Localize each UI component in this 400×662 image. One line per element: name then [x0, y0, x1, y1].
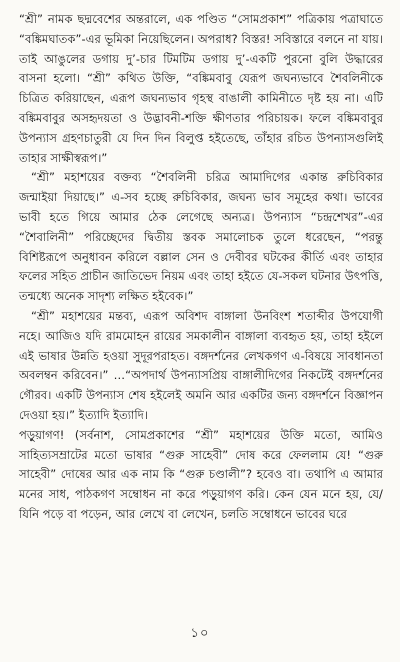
- paragraph: “শ্রী” নামক ছদ্মবেশের অন্তরালে, এক পণ্ডিত “সোমপ্রকাশ” পত্রিকায় পত্রাঘাতে “বঙ্কিমঘাতক”-এর ভূমিকা নিয়েছিলেন। অপরাধ? বিস্তর! সবিস্তারে বলনে না যায়। তাই আঙুলের ডগায় দু’-চার টিমটিম ডগায় দু’-একটি পুরনো বুলি উদ্ধারের বাসনা হলো। “শ্রী” কথিত উক্তি, “বঙ্কিমবাবু যেরূপ জঘন্যভাবে শৈবলিনীকে চিত্রিত করিয়াছেন, এরূপ জঘন্যভাব গৃহস্থ বাঙালী কামিনীতে দৃষ্ট হয় না। এটি বঙ্কিমবাবুর অসহৃদয়তা ও উদ্ভাবনী-শক্তি ক্ষীণতার পরিচায়ক। ফলে বঙ্কিমবাবুর উপন্যাস গ্রহণচাতুরী যে দিন দিন বিলুপ্ত হইতেছে, তাঁহার রচিত উপন্যাসগুলিই তাহার সাক্ষীস্বরূপ।”: [19, 12, 383, 165]
- paragraph: “শ্রী” মহাশয়ের মন্তব্য, এরূপ অবিশদ বাঙ্গালা উনবিংশ শতাব্দীর উপযোগী নহে। আজিও যদি রামমোহন রায়ের সমকালীন বাঙ্গালা ব্যবহৃত হয়, তাহা হইলে এই ভাষার উন্নতি হওয়া সুদূরপরাহত। বঙ্গদর্শনের লেখকগণ এ-বিষয়ে সাবধানতা অবলম্বন করিবেন।” …“অপদার্থ উপন্যাসপ্রিয় বাঙ্গালীদিগের নিকটেই বঙ্গদর্শনের গৌরব। একটি উপন্যাস শেষ হইলেই অমনি আর একটির জন্য বঙ্গদর্শনে বিজ্ঞাপন দেওয়া হয়।” ইত্যাদি ইত্যাদি।: [19, 308, 383, 422]
- paragraph: “শ্রী” মহাশয়ের বক্তব্য “শৈবলিনী চরিত্র আমাদিগের একান্ত রুচিবিকার জন্মাইয়া দিয়াছে।” এ-সব হচ্ছে রুচিবিকার, জঘন্য ভাব সমূহের কথা। ভাবের ভাবী হতে গিয়ে আমার ঠেক লেগেছে অন্যত্র। উপন্যাস “চন্দ্রশেখর”-এর “শৈবালিনী” পরিচ্ছেদের দ্বিতীয় স্তবক সমালোচক তুলে ধরেছেন, “পরন্তু বিশিষ্টরূপে অনুধাবন করিলে বল্লাল সেন ও দেবীবর ঘটকের কীর্তি এবং তাহার ফলের সহিত প্রাচীন জাতিভেদ নিয়ম এবং তাহা হইতে যে-সকল ঘটনার উৎপত্তি, তন্মধ্যে অনেক সাদৃশ্য লক্ষিত হইবেক।”: [19, 170, 383, 304]
- page-number: ১০: [190, 626, 210, 641]
- paragraph: পড়ুয়াগণ! (সর্বনাশ, সোমপ্রকাশের “শ্রী” মহাশয়ের উক্তি মতো, আমিও সাহিত্যসম্রাটের মতো ভাষার “গুরু সাহেবী” দোষ করে ফেললাম যে! “গুরু সাহেবী” দোষের আর এক নাম কি “গুরু চণ্ডালী”? হবেও বা। তথাপি এ আমার মনের সাধ, পাঠকগণ সম্বোধন না করে পড়ুয়াগণ করি। কেন যেন মনে হয়, যে/যিনি পড়ে বা পড়েন, আর লেখে বা লেখেন, চলতি সম্বোধনে ভাবের ঘরে: [19, 427, 383, 521]
